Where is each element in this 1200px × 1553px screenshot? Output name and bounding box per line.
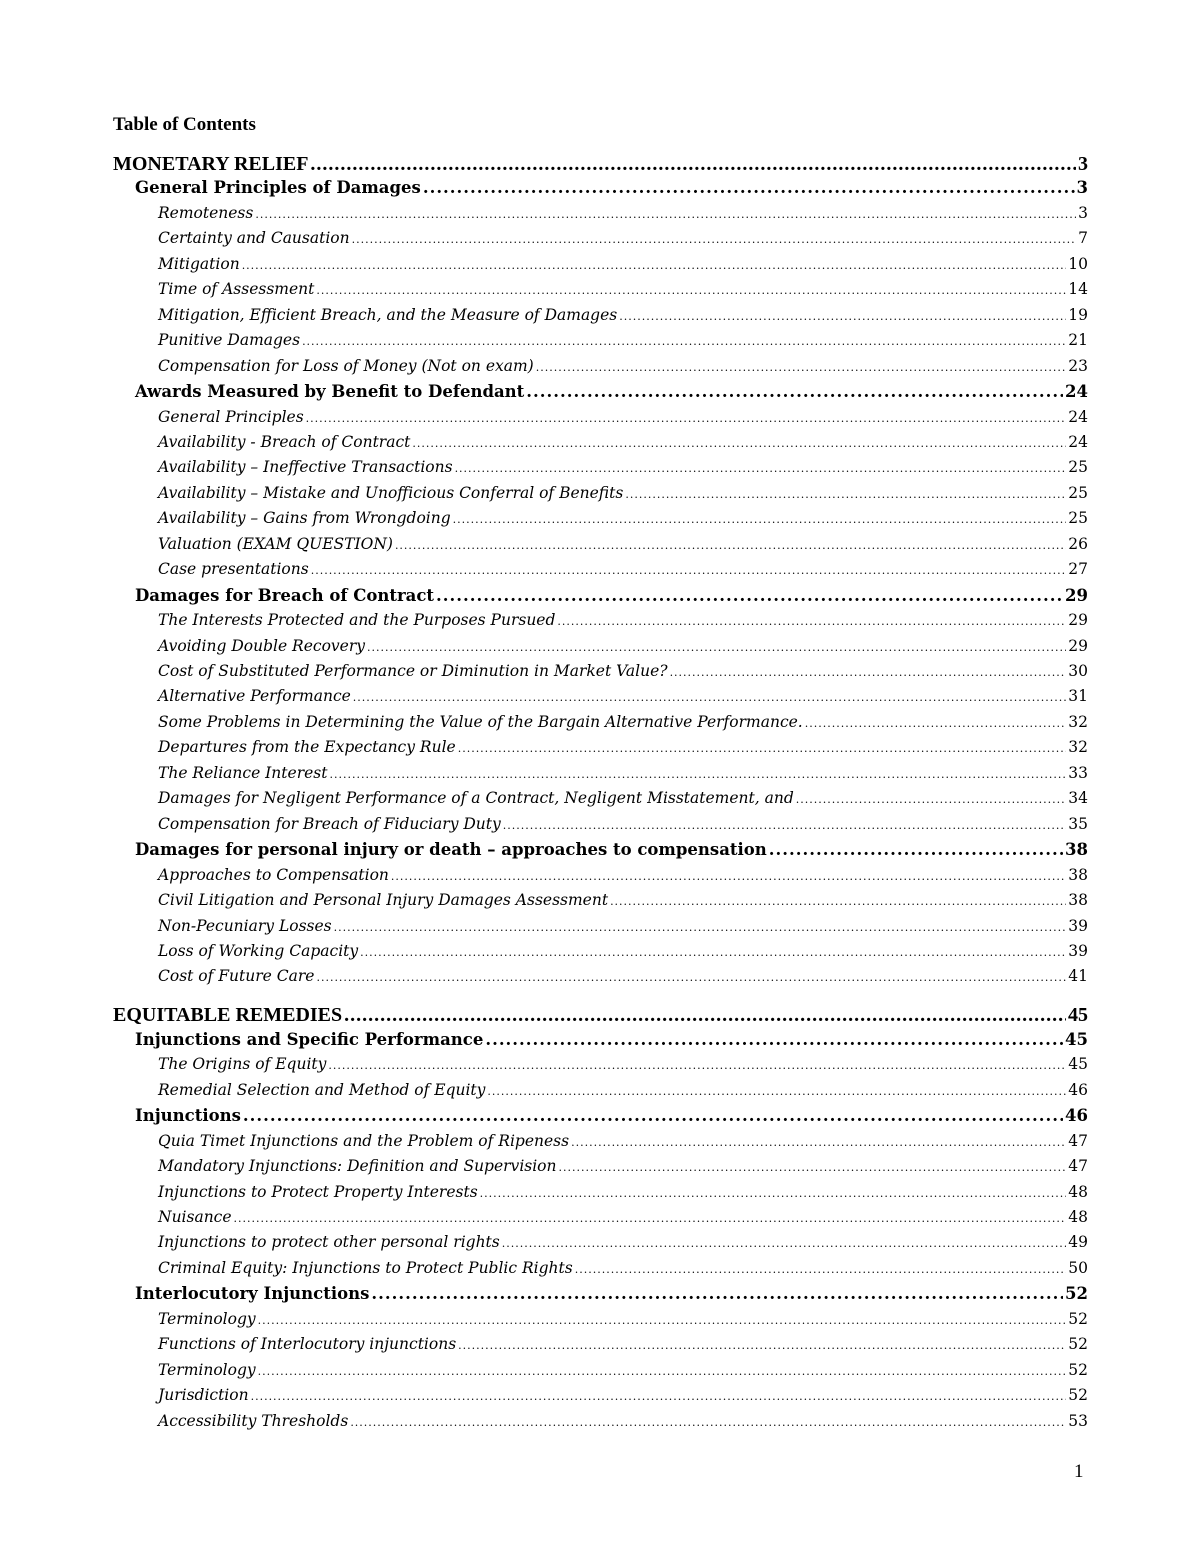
toc-leader-dots	[367, 641, 1066, 654]
toc-subentry[interactable]	[158, 1208, 1088, 1232]
toc-leader-dots	[302, 335, 1066, 348]
toc-entry-title: Time of Assessment	[158, 280, 315, 299]
toc-entry-title: MONETARY RELIEF	[113, 153, 309, 175]
toc-chapter[interactable]	[135, 382, 1088, 406]
toc-entry-title: Mitigation	[158, 254, 240, 273]
toc-entry-title: Compensation for Loss of Money (Not on exam)	[158, 356, 534, 375]
toc-entry-title: Damages for Negligent Performance of a Contract, Negligent Misstatement, and	[158, 789, 794, 808]
toc-page-number: 48	[1068, 1208, 1088, 1226]
toc-subentry[interactable]	[158, 637, 1088, 661]
toc-page-number: 38	[1065, 840, 1088, 860]
toc-leader-dots	[796, 793, 1067, 806]
toc-page-number: 31	[1068, 687, 1088, 706]
toc-subentry[interactable]	[158, 357, 1088, 381]
toc-leader-dots	[328, 1059, 1066, 1072]
toc-entry-title: Awards Measured by Benefit to Defendant	[135, 382, 525, 402]
toc-page-number: 52	[1068, 1386, 1088, 1405]
toc-leader-dots	[344, 1004, 1066, 1027]
toc-entry-title: Injunctions to protect other personal rights	[158, 1233, 500, 1252]
toc-subentry[interactable]	[158, 306, 1088, 330]
toc-leader-dots	[503, 819, 1066, 832]
toc-entry-title: Functions of Interlocutory injunctions	[158, 1335, 457, 1354]
toc-entry-title: Remoteness	[158, 203, 254, 222]
toc-page-number: 52	[1068, 1360, 1088, 1379]
toc-entry-title: The Origins of Equity	[158, 1055, 327, 1074]
toc-subentry[interactable]	[158, 1157, 1088, 1181]
toc-subentry[interactable]	[158, 815, 1088, 839]
toc-page-number: 21	[1068, 331, 1088, 350]
toc-subentry[interactable]	[158, 1412, 1088, 1436]
toc-page-number: 45	[1065, 1029, 1088, 1049]
toc-leader-dots	[316, 284, 1066, 297]
toc-entry-title: Loss of Working Capacity	[158, 941, 359, 960]
toc-page-number: 38	[1068, 891, 1088, 910]
toc-page-number: 39	[1068, 916, 1088, 935]
toc-leader-dots	[536, 361, 1067, 374]
toc-leader-dots	[670, 666, 1067, 679]
toc-leader-dots	[625, 488, 1066, 501]
toc-entry-title: Cost of Future Care	[158, 967, 315, 986]
toc-page-number: 39	[1068, 941, 1088, 960]
toc-entry-title: Injunctions and Specific Performance	[135, 1029, 484, 1049]
toc-entry-title: Approaches to Compensation	[158, 865, 389, 884]
toc-subentry[interactable]	[158, 509, 1088, 533]
toc-subentry[interactable]	[158, 535, 1088, 559]
toc-page-number: 27	[1068, 560, 1088, 579]
toc-page-number: 45	[1068, 1004, 1088, 1027]
toc-subentry[interactable]	[158, 789, 1088, 813]
toc-subentry[interactable]	[158, 560, 1088, 584]
toc-subentry[interactable]	[158, 662, 1088, 686]
toc-entry-title: General Principles of Damages	[135, 178, 421, 198]
toc-page-number: 52	[1068, 1309, 1088, 1328]
toc-leader-dots	[311, 564, 1067, 577]
toc-leader-dots	[258, 1365, 1067, 1378]
toc-page-number: 24	[1068, 432, 1088, 451]
toc-entry-title: Some Problems in Determining the Value of the Bargain Alternative Performance.	[158, 712, 803, 731]
toc-entry-title: Jurisdiction	[158, 1386, 249, 1405]
toc-subentry[interactable]	[158, 1259, 1088, 1283]
toc-page-number: 30	[1068, 662, 1088, 680]
toc-chapter[interactable]	[135, 586, 1088, 610]
toc-leader-dots	[316, 971, 1066, 984]
toc-page-number: 52	[1068, 1335, 1088, 1354]
toc-leader-dots	[458, 1339, 1066, 1352]
toc-page-number: 41	[1068, 967, 1088, 986]
toc-leader-dots	[412, 437, 1066, 450]
toc-entry-title: Accessibility Thresholds	[158, 1411, 349, 1430]
toc-subentry[interactable]	[158, 331, 1088, 355]
toc-leader-dots	[243, 1106, 1063, 1125]
toc-subentry[interactable]	[158, 1132, 1088, 1156]
toc-page-number: 52	[1065, 1284, 1088, 1304]
toc-page-number: 26	[1068, 534, 1088, 553]
toc-entry-title: Criminal Equity: Injunctions to Protect Public Rights	[158, 1258, 573, 1277]
toc-entry-title: Departures from the Expectancy Rule	[158, 738, 456, 757]
toc-entry-title: Quia Timet Injunctions and the Problem of Ripeness	[158, 1131, 570, 1150]
toc-entry-title: The Reliance Interest	[158, 763, 328, 782]
toc-entry-title: Compensation for Breach of Fiduciary Duty	[158, 814, 501, 833]
toc-leader-dots	[395, 539, 1066, 552]
toc-subentry[interactable]	[158, 611, 1088, 635]
toc-subentry[interactable]	[158, 1335, 1088, 1359]
toc-leader-dots	[487, 1085, 1066, 1098]
toc-page-number: 25	[1068, 509, 1088, 528]
toc-entry-title: Terminology	[158, 1309, 256, 1328]
toc-entry-title: Certainty and Causation	[158, 229, 350, 248]
toc-entry-title: Punitive Damages	[158, 331, 301, 350]
toc-leader-dots	[353, 691, 1066, 704]
toc-entry-title: Interlocutory Injunctions	[135, 1284, 370, 1304]
toc-page-number: 7	[1078, 229, 1088, 248]
toc-entry-title: Valuation (EXAM QUESTION)	[158, 534, 393, 553]
toc-entry-title: Cost of Substituted Performance or Diminution in Market Value?	[158, 662, 668, 680]
toc-page-number: 24	[1068, 407, 1088, 426]
toc-entry-title: Injunctions	[135, 1106, 241, 1126]
toc-page-number: 29	[1068, 611, 1088, 630]
toc-leader-dots	[480, 1187, 1067, 1200]
toc-leader-dots	[559, 1161, 1067, 1174]
toc-page-number: 45	[1068, 1055, 1088, 1074]
toc-entry-title: Avoiding Double Recovery	[158, 636, 365, 655]
toc-page-number: 29	[1065, 585, 1088, 605]
toc-page-number: 3	[1076, 178, 1088, 198]
toc-entry-title: Non-Pecuniary Losses	[158, 916, 332, 935]
toc-page-number: 47	[1068, 1131, 1088, 1150]
toc-entry-title: General Principles	[158, 407, 304, 426]
toc-page-number: 25	[1068, 483, 1088, 502]
toc-subentry[interactable]	[158, 255, 1088, 279]
toc-page-number: 49	[1068, 1233, 1088, 1252]
toc-subentry[interactable]	[158, 917, 1088, 941]
toc-subentry[interactable]	[158, 866, 1088, 890]
toc-entry-title: Civil Litigation and Personal Injury Damages Assessment	[158, 891, 609, 910]
toc-subentry[interactable]	[158, 687, 1088, 711]
toc-leader-dots	[234, 1212, 1067, 1225]
toc-page-number: 53	[1068, 1411, 1088, 1430]
toc-entry-title: Mitigation, Efficient Breach, and the Measure of Damages	[158, 305, 618, 324]
toc-entry-title: The Interests Protected and the Purposes Pursued	[158, 611, 556, 630]
toc-entry-title: Availability - Breach of Contract	[158, 432, 411, 451]
toc-page-number: 3	[1078, 153, 1088, 175]
toc-entry-title: Availability – Gains from Wrongdoing	[158, 509, 451, 528]
toc-leader-dots	[258, 1314, 1067, 1327]
toc-page-number: 23	[1068, 356, 1088, 375]
toc-chapter[interactable]	[135, 1030, 1088, 1054]
toc-leader-dots	[557, 615, 1066, 628]
toc-page-number: 46	[1065, 1106, 1088, 1126]
toc-subentry[interactable]	[158, 764, 1088, 788]
toc-entry-title: Mandatory Injunctions: Definition and Supervision	[158, 1157, 557, 1176]
toc-leader-dots	[769, 840, 1063, 859]
toc-page-number: 47	[1068, 1157, 1088, 1176]
toc-leader-dots	[242, 259, 1067, 272]
toc-leader-dots	[485, 1030, 1063, 1049]
toc-leader-dots	[526, 382, 1063, 401]
toc-entry-title: Nuisance	[158, 1208, 232, 1226]
toc-subentry[interactable]	[158, 433, 1088, 457]
toc-entry-title: Case presentations	[158, 560, 309, 579]
toc-leader-dots	[619, 310, 1066, 323]
toc-subentry[interactable]	[158, 967, 1088, 991]
toc-subentry[interactable]	[158, 1081, 1088, 1105]
toc-page-number: 34	[1068, 789, 1088, 808]
toc-leader-dots	[455, 462, 1067, 475]
toc-leader-dots	[360, 946, 1066, 959]
toc-section[interactable]	[113, 153, 1088, 179]
toc-page-number: 38	[1068, 865, 1088, 884]
toc-leader-dots	[352, 233, 1077, 246]
toc-page-number: 19	[1068, 305, 1088, 324]
toc-section[interactable]	[113, 1004, 1088, 1030]
toc-subentry[interactable]	[158, 1361, 1088, 1385]
toc-subentry[interactable]	[158, 1310, 1088, 1334]
toc-entry-title: Availability – Ineffective Transactions	[158, 458, 453, 477]
toc-leader-dots	[306, 412, 1067, 425]
toc-leader-dots	[502, 1237, 1067, 1250]
toc-subentry[interactable]	[158, 1183, 1088, 1207]
toc-subentry[interactable]	[158, 229, 1088, 253]
toc-leader-dots	[453, 513, 1067, 526]
toc-leader-dots	[458, 742, 1067, 755]
toc-leader-dots	[251, 1390, 1067, 1403]
page-number: 1	[1074, 1461, 1084, 1482]
toc-page-number: 46	[1068, 1080, 1088, 1099]
toc-leader-dots	[575, 1263, 1067, 1276]
toc-page-number: 33	[1068, 763, 1088, 782]
toc-title: Table of Contents	[113, 114, 256, 135]
toc-subentry[interactable]	[158, 484, 1088, 508]
toc-entry-title: Availability – Mistake and Unofficious Conferral of Benefits	[158, 483, 624, 502]
toc-entry-title: Remedial Selection and Method of Equity	[158, 1080, 486, 1099]
toc-entry-title: Injunctions to Protect Property Interests	[158, 1182, 478, 1201]
toc-leader-dots	[391, 870, 1066, 883]
toc-page-number: 14	[1068, 280, 1088, 299]
toc-subentry[interactable]	[158, 891, 1088, 915]
toc-leader-dots	[310, 153, 1076, 176]
toc-leader-dots	[436, 586, 1063, 605]
toc-page-number: 29	[1068, 636, 1088, 655]
toc-leader-dots	[371, 1284, 1063, 1303]
toc-subentry[interactable]	[158, 408, 1088, 432]
toc-subentry[interactable]	[158, 204, 1088, 228]
toc-leader-dots	[334, 921, 1067, 934]
toc-subentry[interactable]	[158, 942, 1088, 966]
toc-entry-title: Damages for Breach of Contract	[135, 585, 435, 605]
toc-subentry[interactable]	[158, 738, 1088, 762]
toc-leader-dots	[571, 1136, 1066, 1149]
toc-page-number: 48	[1068, 1182, 1088, 1201]
toc-subentry[interactable]	[158, 713, 1088, 737]
toc-chapter[interactable]	[135, 1106, 1088, 1130]
toc-leader-dots	[350, 1416, 1066, 1429]
toc-page-number: 10	[1068, 254, 1088, 273]
toc-subentry[interactable]	[158, 458, 1088, 482]
toc-page-number: 32	[1068, 712, 1088, 731]
toc-subentry[interactable]	[158, 1386, 1088, 1410]
toc-chapter[interactable]	[135, 1284, 1088, 1308]
toc-chapter[interactable]	[135, 840, 1088, 864]
toc-leader-dots	[610, 895, 1066, 908]
toc-page-number: 32	[1068, 738, 1088, 757]
toc-leader-dots	[423, 178, 1075, 197]
toc-entry-title: Alternative Performance	[158, 687, 351, 706]
toc-entry-title: Terminology	[158, 1360, 256, 1379]
toc-subentry[interactable]	[158, 1055, 1088, 1079]
toc-subentry[interactable]	[158, 280, 1088, 304]
toc-leader-dots	[255, 208, 1076, 221]
toc-chapter[interactable]	[135, 178, 1088, 202]
toc-leader-dots	[329, 768, 1066, 781]
toc-page-number: 24	[1065, 382, 1088, 402]
toc-page-number: 35	[1068, 814, 1088, 833]
toc-page-number: 3	[1078, 203, 1088, 222]
toc-entry-title: EQUITABLE REMEDIES	[113, 1004, 343, 1027]
toc-page-number: 50	[1068, 1258, 1088, 1277]
toc-page-number: 25	[1068, 458, 1088, 477]
toc-subentry[interactable]	[158, 1233, 1088, 1257]
toc-entry-title: Damages for personal injury or death – approaches to compensation	[135, 840, 767, 860]
toc-leader-dots	[805, 717, 1067, 730]
